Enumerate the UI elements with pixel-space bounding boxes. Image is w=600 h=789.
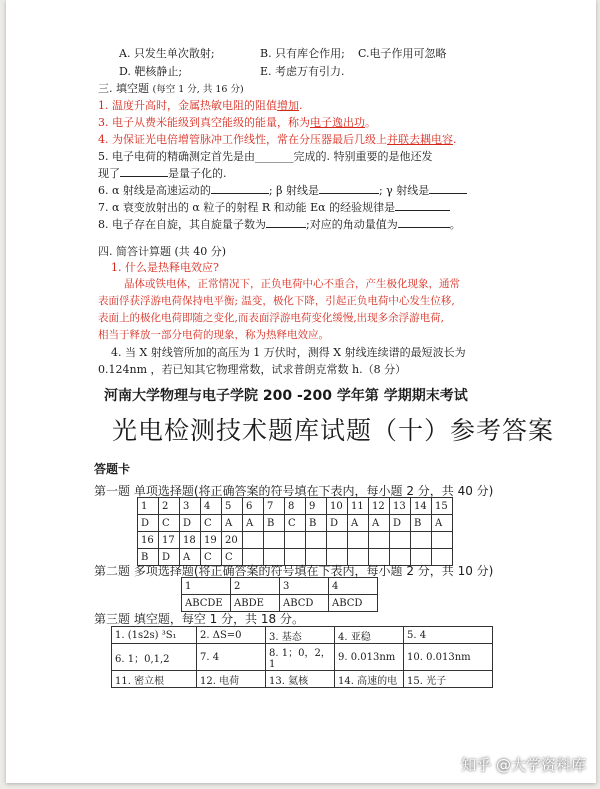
fill-q8-text: 8. 电子存在自旋，其自旋量子数为 xyxy=(98,218,266,231)
answer-cell: D xyxy=(390,515,411,532)
question-number-cell: 5 xyxy=(222,498,243,515)
answer-cell: 14. 高速的电 xyxy=(335,671,404,688)
fill-q1-end: . xyxy=(299,99,303,112)
fill-q1-text: 1. 温度升高时，金属热敏电阻的阻值 xyxy=(98,99,277,112)
question-number-cell: 7 xyxy=(264,498,285,515)
fill-q4-text: 4. 为保证光电倍增管脉冲工作线性，常在分压器最后几级上 xyxy=(98,133,387,146)
question-number-cell: 14 xyxy=(411,498,432,515)
fill-q8-blank-a xyxy=(266,216,306,228)
answer-cell: A xyxy=(369,515,390,532)
fill-q6-a: 6. α 射线是高速运动的 xyxy=(98,184,211,197)
question-number-cell: 20 xyxy=(222,532,243,549)
fill-q7 xyxy=(98,199,450,215)
table-row xyxy=(138,515,453,532)
question-number-cell: 4 xyxy=(329,578,378,595)
calc-a1-line4: 相当于释放一部分电荷的现象，称为热释电效应。 xyxy=(98,329,329,341)
option-e: E. 考虑万有引力. xyxy=(260,65,345,78)
answer-cell: 15. 光子 xyxy=(404,671,493,688)
calc-q4-line1: 4. 当 X 射线管所加的高压为 1 万伏时，测得 X 射线连续谱的最短波长为 xyxy=(111,346,466,359)
fill-q3-answer: 电子逸出功 xyxy=(310,116,365,129)
option-b: B. 只有库仑作用; xyxy=(260,47,345,60)
answer-cell: ABCDE xyxy=(182,595,231,612)
table-row xyxy=(138,532,453,549)
option-c: C.电子作用可忽略 xyxy=(358,47,447,60)
fill-q6-b: ; β 射线是 xyxy=(268,184,319,197)
table-row xyxy=(182,578,378,595)
table-row xyxy=(112,627,493,644)
fill-q6-blank-b xyxy=(319,182,379,194)
answer-cell: D xyxy=(327,515,348,532)
answer-cell: B xyxy=(138,549,159,566)
fill-q3-text: 3. 电子从费米能级到真空能级的能量，称为 xyxy=(98,116,310,129)
fill-q1-answer: 增加 xyxy=(277,99,299,112)
table-row xyxy=(138,498,453,515)
fill-q4-answer: 并联去耦电容 xyxy=(387,133,453,146)
question-number-cell xyxy=(306,532,327,549)
fill-section-score: (每空 1 分, 共 16 分) xyxy=(152,84,244,95)
school-header: 河南大学物理与电子学院 200 -200 学年第 学期期末考试 xyxy=(104,388,468,404)
answer-cell: A xyxy=(243,515,264,532)
answer-cell: C xyxy=(285,515,306,532)
answer-cell: A xyxy=(180,549,201,566)
answer-cell: B xyxy=(264,515,285,532)
fill-q8 xyxy=(98,216,461,232)
question-number-cell: 12 xyxy=(369,498,390,515)
question-number-cell xyxy=(411,532,432,549)
answer-cell: 2. ΔS=0 xyxy=(197,627,266,644)
fill-answers-table xyxy=(111,626,493,688)
table-row xyxy=(112,671,493,688)
answer-cell: B xyxy=(411,515,432,532)
answer-cell: C xyxy=(159,515,180,532)
answer-cell: 12. 电荷 xyxy=(197,671,266,688)
question-number-cell xyxy=(243,532,264,549)
answer-cell: B xyxy=(306,515,327,532)
answer-cell: C xyxy=(201,549,222,566)
fill-q5-line2 xyxy=(98,165,227,181)
question-number-cell: 2 xyxy=(231,578,280,595)
answer-cell: 13. 氦核 xyxy=(266,671,335,688)
answer-cell: 9. 0.013nm xyxy=(335,644,404,671)
fill-q7-blank xyxy=(395,199,450,211)
exam-page xyxy=(6,0,596,783)
fill-q4 xyxy=(98,131,457,147)
answer-card-label: 答题卡 xyxy=(94,462,131,476)
answer-cell: A xyxy=(222,515,243,532)
question-number-cell: 11 xyxy=(348,498,369,515)
question-number-cell: 3 xyxy=(280,578,329,595)
question-number-cell: 16 xyxy=(138,532,159,549)
question-number-cell: 19 xyxy=(201,532,222,549)
question-number-cell: 13 xyxy=(390,498,411,515)
calc-a1-line1: 晶体或铁电体，正常情况下，正负电荷中心不重合，产生极化现象，通常 xyxy=(124,278,460,290)
answer-cell: 4. 亚稳 xyxy=(335,627,404,644)
multi-choice-table xyxy=(181,577,378,612)
answer-cell: 3. 基态 xyxy=(266,627,335,644)
single-choice-heading: 第一题 单项选择题(将正确答案的符号填在下表内，每小题 2 分，共 40 分) xyxy=(94,484,494,498)
answer-cell: D xyxy=(180,515,201,532)
option-d: D. 靶核静止; xyxy=(119,65,183,78)
fill-q8-end: 。 xyxy=(449,218,461,231)
calc-q1: 1. 什么是热释电效应? xyxy=(111,261,219,274)
exam-title: 光电检测技术题库试题（十）参考答案 xyxy=(112,416,555,445)
fill-q3 xyxy=(98,114,376,130)
answer-cell: C xyxy=(201,515,222,532)
fill-q3-end: 。 xyxy=(365,116,376,129)
fill-section-heading xyxy=(98,80,244,96)
question-number-cell: 1 xyxy=(138,498,159,515)
answer-cell: A xyxy=(432,515,453,532)
answer-cell: 10. 0.013nm xyxy=(404,644,493,671)
question-number-cell xyxy=(285,532,306,549)
option-a: A. 只发生单次散射; xyxy=(119,47,215,60)
question-number-cell: 1 xyxy=(182,578,231,595)
answer-cell: 6. 1；0,1,2 xyxy=(112,644,197,671)
answer-cell: 1. (1s2s) ³S₁ xyxy=(112,627,197,644)
question-number-cell xyxy=(369,532,390,549)
answer-cell: ABDE xyxy=(231,595,280,612)
answer-cell: D xyxy=(138,515,159,532)
calc-q4-line2: 0.124nm ，若已知其它物理常数，试求普朗克常数 h.（8 分） xyxy=(98,363,407,376)
question-number-cell: 6 xyxy=(243,498,264,515)
fill-q1 xyxy=(98,97,303,113)
fill-q6-blank-a xyxy=(211,182,269,194)
question-number-cell: 18 xyxy=(180,532,201,549)
question-number-cell: 2 xyxy=(159,498,180,515)
calc-section-title: 四. 简答计算题 (共 40 分) xyxy=(98,245,227,258)
calc-a1-line3: 表面上的极化电荷即随之变化,而表面浮游电荷变化缓慢,出现多余浮游电荷, xyxy=(98,312,445,324)
zhihu-watermark: 知乎 @大学资料库 xyxy=(461,756,586,774)
answer-cell: 7. 4 xyxy=(197,644,266,671)
question-number-cell: 17 xyxy=(159,532,180,549)
fill-q8-mid: ;对应的角动量值为 xyxy=(306,218,398,231)
fill-section-title: 三. 填空题 xyxy=(98,82,149,95)
fill-answers-heading: 第三题 填空题，每空 1 分，共 18 分。 xyxy=(94,612,304,626)
answer-cell: 8. 1；0，2，1 xyxy=(266,644,335,671)
table-row xyxy=(182,595,378,612)
fill-q4-end: . xyxy=(453,133,457,146)
answer-cell: C xyxy=(222,549,243,566)
single-choice-table xyxy=(137,497,453,566)
answer-cell: ABCD xyxy=(329,595,378,612)
fill-q8-blank-b xyxy=(398,216,450,228)
multi-choice-heading: 第二题 多项选择题(将正确答案的符号填在下表内，每小题 2 分，共 10 分) xyxy=(94,564,494,578)
question-number-cell: 15 xyxy=(432,498,453,515)
calc-a1-line2: 表面俘获浮游电荷保持电平衡; 温变，极化下降，引起正负电荷中心发生位移, xyxy=(98,295,455,307)
question-number-cell: 4 xyxy=(201,498,222,515)
fill-q6-blank-c xyxy=(429,182,467,194)
question-number-cell xyxy=(264,532,285,549)
answer-cell: 11. 密立根 xyxy=(112,671,197,688)
question-number-cell: 8 xyxy=(285,498,306,515)
answer-cell: 5. 4 xyxy=(404,627,493,644)
answer-cell: D xyxy=(159,549,180,566)
fill-q5-line2-text: 现了 xyxy=(98,167,120,180)
question-number-cell: 3 xyxy=(180,498,201,515)
question-number-cell: 10 xyxy=(327,498,348,515)
fill-q5-line2-end: 是量子化的. xyxy=(168,167,227,180)
question-number-cell xyxy=(327,532,348,549)
fill-q6-c: ; γ 射线是 xyxy=(378,184,430,197)
fill-q5-line1: 5. 电子电荷的精确测定首先是由_______完成的. 特别重要的是他还发 xyxy=(98,150,433,163)
answer-cell: ABCD xyxy=(280,595,329,612)
question-number-cell xyxy=(432,532,453,549)
fill-q7-text: 7. α 衰变放射出的 α 粒子的射程 R 和动能 Eα 的经验规律是 xyxy=(98,201,396,214)
table-row xyxy=(112,644,493,671)
fill-q5-blank xyxy=(120,165,168,177)
fill-q6 xyxy=(98,182,467,198)
answer-cell: A xyxy=(348,515,369,532)
question-number-cell xyxy=(348,532,369,549)
question-number-cell xyxy=(390,532,411,549)
question-number-cell: 9 xyxy=(306,498,327,515)
